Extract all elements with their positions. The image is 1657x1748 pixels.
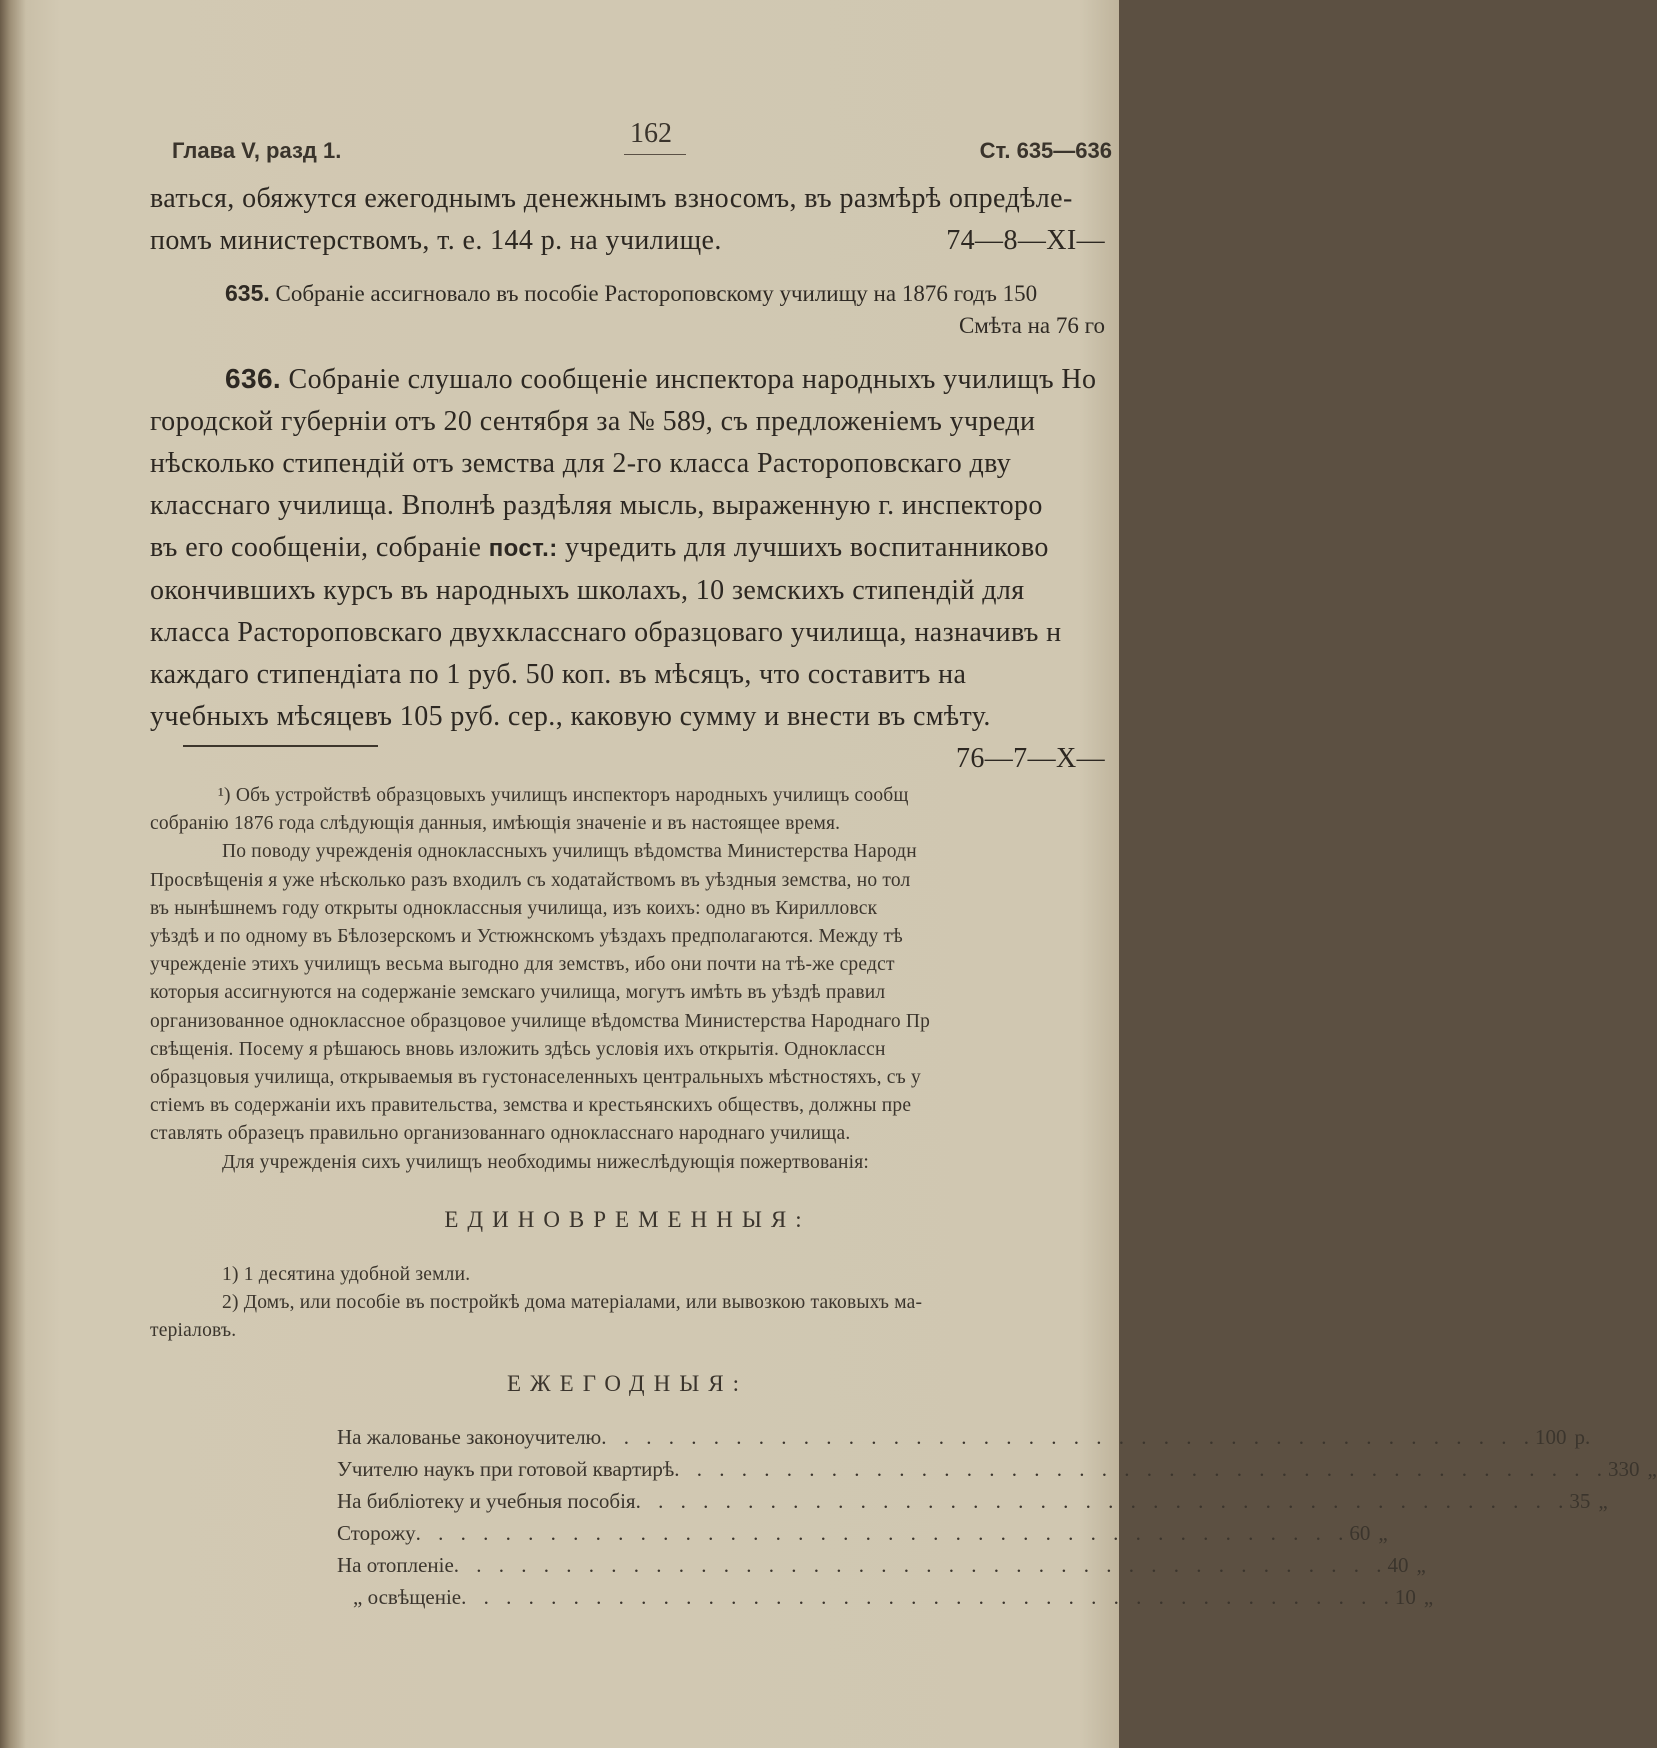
article-636-line-7: класса Растороповскаго двухкласснаго образцоваго училища, назначивъ н [150, 617, 1062, 648]
yearly-label: На отопленіе [337, 1553, 454, 1578]
footnote-line: уѣздѣ и по одному въ Бѣлозерскомъ и Устюжнскомъ уѣздахъ предполагаются. Между тѣ [150, 926, 903, 948]
article-635-reference: Смѣта на 76 го [958, 313, 1105, 338]
lead-line-2 [150, 220, 1105, 262]
footnote-line: стіемъ въ содержаніи ихъ правительства, земства и крестьянскихъ обществъ, должны пре [150, 1095, 912, 1117]
footnote-line: образцовыя училища, открываемыя въ густонаселенныхъ центральныхъ мѣстностяхъ, съ у [150, 1067, 921, 1089]
leader-dots: . . . . . . . . . . . . . . . . . . . . . . . . . . . . . . . . . . . . . . . . . . [635, 1489, 1570, 1514]
leader-dots: . . . . . . . . . . . . . . . . . . . . . . . . . . . . . . . . . . . . . . . . . . [601, 1425, 1535, 1450]
article-636-line-1 [150, 358, 1105, 401]
article-636-line-5-tail: учредить для лучшихъ воспитанниково [565, 532, 1049, 563]
page-header [172, 118, 1112, 174]
yearly-row [337, 1521, 1388, 1553]
footnote-line: учрежденіе этихъ училищъ весьма выгодно для земствъ, ибо они почти на тѣ-же средст [150, 954, 895, 976]
yearly-unit: „ [1378, 1521, 1388, 1546]
footnote-line: По поводу учрежденія одноклассныхъ училищъ вѣдомства Министерства Народн [222, 841, 917, 863]
leader-dots: . . . . . . . . . . . . . . . . . . . . . . . . . . . . . . . . . . . . . . . . . . [461, 1585, 1395, 1610]
yearly-unit: р. [1574, 1425, 1591, 1450]
footnote-line: Для учрежденія сихъ училищъ необходимы нижеслѣдующія пожертвованія: [222, 1151, 870, 1173]
footnote [150, 782, 1657, 1617]
article-635 [150, 278, 1105, 341]
yearly-unit: „ [1416, 1553, 1426, 1578]
article-635-body: Собраніе ассигновало въ пособіе Растороповскому училищу на 1876 годъ 150 [275, 281, 1038, 306]
article-636-number: 636. [225, 363, 282, 394]
article-636-reference: 76—7—X— [955, 743, 1105, 774]
yearly-row [337, 1553, 1426, 1585]
footnote-line: которыя ассигнуются на содержаніе земскаго училища, могутъ имѣть въ уѣздѣ правил [150, 982, 886, 1004]
lead-line-1: ваться, обяжутся ежегоднымъ денежнымъ взносомъ, въ размѣрѣ опредѣле- [150, 183, 1073, 214]
article-636-line-5 [150, 527, 1105, 570]
lead-paragraph [150, 178, 1105, 262]
yearly-amount: 40 [1387, 1553, 1409, 1578]
leader-dots: . . . . . . . . . . . . . . . . . . . . . . . . . . . . . . . . . . . . . . . . . . [415, 1521, 1350, 1546]
article-636-line-9: учебныхъ мѣсяцевъ 105 руб. сер., каковую сумму и внести въ смѣту. [150, 701, 991, 732]
article-636-line-2: городской губерніи отъ 20 сентября за № 589, съ предложеніемъ учреди [150, 406, 1036, 437]
article-636-line-3: нѣсколько стипендій отъ земства для 2-го класса Растороповскаго дву [150, 448, 1012, 479]
lead-reference: 74—8—XI— [946, 225, 1105, 256]
yearly-amount: 60 [1349, 1521, 1371, 1546]
yearly-label: Сторожу [337, 1521, 416, 1546]
yearly-row [337, 1425, 1591, 1457]
footnote-line: Просвѣщенія я уже нѣсколько разъ входилъ съ ходатайствомъ въ уѣздныя земства, но тол [150, 869, 911, 891]
article-635-number: 635. [225, 280, 270, 306]
footnote-line: ставлять образецъ правильно организованнаго однокласснаго народнаго училища. [150, 1123, 851, 1145]
one-time-item: 1) 1 десятина удобной земли. [222, 1263, 471, 1285]
article-636-line-8: каждаго стипендіата по 1 руб. 50 коп. въ мѣсяцъ, что составитъ на [150, 659, 967, 690]
yearly-amount: 35 [1569, 1489, 1591, 1514]
leader-dots: . . . . . . . . . . . . . . . . . . . . . . . . . . . . . . . . . . . . . . . . . . [674, 1457, 1609, 1482]
heading-yearly: ЕЖЕГОДНЫЯ: [507, 1371, 748, 1397]
article-636-line-4: класснаго училища. Вполнѣ раздѣляя мысль, выраженную г. инспекторо [150, 490, 1043, 521]
heading-one-time: ЕДИНОВРЕМЕННЫЯ: [444, 1206, 811, 1232]
article-636-line-5-text: въ его сообщеніи, собраніе [150, 532, 482, 563]
one-time-item: 2) Домъ, или пособіе въ постройкѣ дома матеріалами, или вывозкою таковыхъ ма- [222, 1292, 923, 1314]
yearly-label: На библіотеку и учебныя пособія [337, 1489, 636, 1514]
yearly-unit: „ [1647, 1457, 1657, 1482]
yearly-row [337, 1585, 1434, 1617]
article-636 [150, 358, 1105, 780]
page-number: 162 [630, 118, 672, 149]
chapter-heading: Глава V, разд 1. [172, 138, 342, 163]
yearly-label: „ освѣщеніе [353, 1585, 462, 1610]
yearly-amount: 10 [1394, 1585, 1416, 1610]
yearly-unit: „ [1598, 1489, 1608, 1514]
footnote-line: ¹) Объ устройствѣ образцовыхъ училищъ инспекторъ народныхъ училищъ сообщ [218, 785, 909, 806]
page-number-rule [624, 154, 686, 155]
resolution-label: пост.: [488, 535, 558, 562]
yearly-amount: 330 [1608, 1457, 1640, 1482]
yearly-label: На жалованье законоучителю [337, 1425, 602, 1450]
footnote-line: собранію 1876 года слѣдующія данныя, имѣющія значеніе и въ настоящее время. [150, 813, 841, 835]
yearly-unit: „ [1423, 1585, 1434, 1610]
yearly-row [337, 1489, 1608, 1521]
lead-line-2-text: помъ министерствомъ, т. е. 144 р. на училище. [150, 225, 722, 256]
article-635-text [225, 278, 1105, 309]
article-range: Ст. 635—636 [979, 138, 1112, 163]
footnote-line: свѣщенія. Посему я рѣшаюсь вновь изложить здѣсь условія ихъ открытія. Одноклассн [150, 1038, 886, 1060]
footnote-line: въ нынѣшнемъ году открыты одноклассныя училища, изъ коихъ: одно въ Кирилловск [150, 897, 878, 919]
footnote-line: организованное одноклассное образцовое училище вѣдомства Министерства Народнаго Пр [150, 1010, 931, 1032]
one-time-item: теріаловъ. [150, 1320, 237, 1342]
leader-dots: . . . . . . . . . . . . . . . . . . . . . . . . . . . . . . . . . . . . . . . . . . [453, 1553, 1388, 1578]
article-636-line-6: окончившихъ курсъ въ народныхъ школахъ, 10 земскихъ стипендій для [150, 575, 1025, 606]
footnote-separator [183, 745, 378, 747]
article-636-line-1-text: Собраніе слушало сообщеніе инспектора народныхъ училищъ Но [288, 364, 1097, 395]
yearly-amount: 100 [1534, 1425, 1567, 1450]
yearly-list [150, 1425, 1657, 1617]
yearly-row [337, 1457, 1657, 1489]
yearly-label: Учителю наукъ при готовой квартирѣ [337, 1457, 675, 1482]
